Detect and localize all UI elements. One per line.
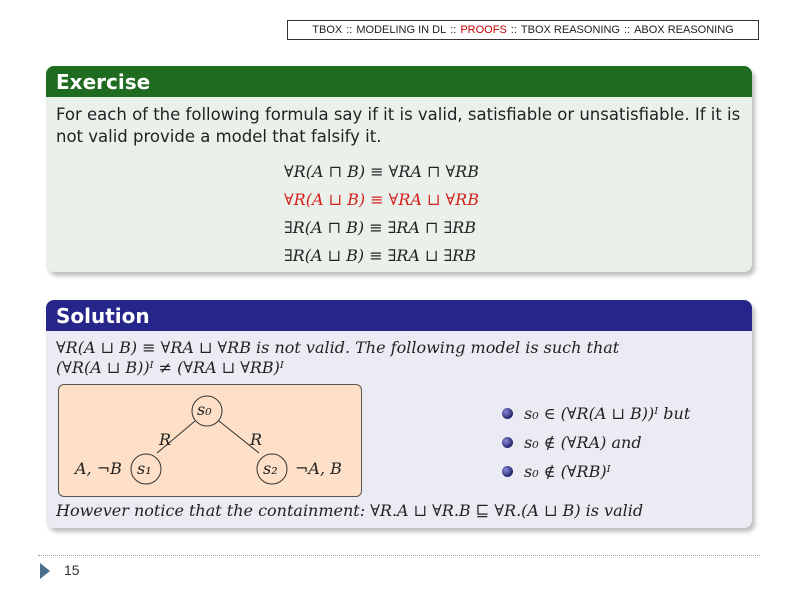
solution-intro-line2: (∀R(A ⊔ B))ᴵ ≠ (∀RA ⊔ ∀RB)ᴵ — [56, 358, 284, 377]
solution-intro — [56, 338, 696, 378]
solution-footer: However notice that the containment: ∀R.A ⊔ ∀R.B ⊑ ∀R.(A ⊔ B) is valid — [56, 501, 644, 520]
formula-3: ∃R(A ⊓ B) ≡ ∃RA ⊓ ∃RB — [284, 218, 477, 237]
page-number: 15 — [64, 562, 80, 578]
nav-item-proofs[interactable]: PROOFS — [460, 24, 507, 36]
bullet-item — [500, 404, 690, 433]
exercise-title: Exercise — [46, 66, 752, 97]
edge-label-left: R — [159, 430, 172, 449]
formula-4: ∃R(A ⊔ B) ≡ ∃RA ⊔ ∃RB — [284, 246, 477, 265]
nav-separator: :: — [346, 24, 353, 36]
formula-list — [284, 158, 479, 270]
nav-separator: :: — [450, 24, 457, 36]
section-nav — [287, 20, 759, 40]
bullet-item — [500, 462, 690, 491]
arrow-right-icon — [40, 563, 50, 579]
bullet-text: s₀ ∈ (∀R(A ⊔ B))ᴵ but — [524, 404, 691, 423]
node-s2-label: s₂ — [263, 459, 278, 478]
exercise-text: For each of the following formula say if it is valid, satisfiable or unsatisfiable. If it is not valid provide a model that falsify it. — [56, 105, 741, 146]
nav-item-tbox-reasoning[interactable]: TBOX REASONING — [520, 24, 620, 36]
solution-intro-line1: ∀R(A ⊔ B) ≡ ∀RA ⊔ ∀RB is not valid. The following model is such that — [56, 338, 620, 357]
formula-2-highlighted: ∀R(A ⊔ B) ≡ ∀RA ⊔ ∀RB — [284, 190, 479, 209]
nav-separator: :: — [510, 24, 517, 36]
solution-title: Solution — [46, 300, 752, 331]
edge-label-right: R — [250, 430, 263, 449]
nav-item-modeling[interactable]: MODELING IN DL — [356, 24, 447, 36]
footer-divider — [38, 555, 760, 556]
model-diagram — [58, 384, 362, 497]
bullet-text: s₀ ∉ (∀RB)ᴵ — [524, 462, 611, 481]
nav-separator: :: — [623, 24, 631, 36]
bullet-item — [500, 433, 690, 462]
exercise-block — [46, 66, 752, 272]
node-s0-label: s₀ — [197, 400, 212, 419]
bullet-icon — [502, 437, 513, 448]
node-s1-label: s₁ — [137, 459, 152, 478]
formula-1: ∀R(A ⊓ B) ≡ ∀RA ⊓ ∀RB — [284, 162, 479, 181]
nav-item-abox-reasoning[interactable]: ABOX REASONING — [634, 24, 734, 36]
bullet-text: s₀ ∉ (∀RA) and — [524, 433, 642, 452]
bullet-icon — [502, 466, 513, 477]
node-s1-props: A, ¬B — [75, 459, 122, 478]
nav-item-tbox[interactable]: TBOX — [312, 24, 343, 36]
bullet-list — [500, 404, 690, 491]
node-s2-props: ¬A, B — [295, 459, 342, 478]
bullet-icon — [502, 408, 513, 419]
